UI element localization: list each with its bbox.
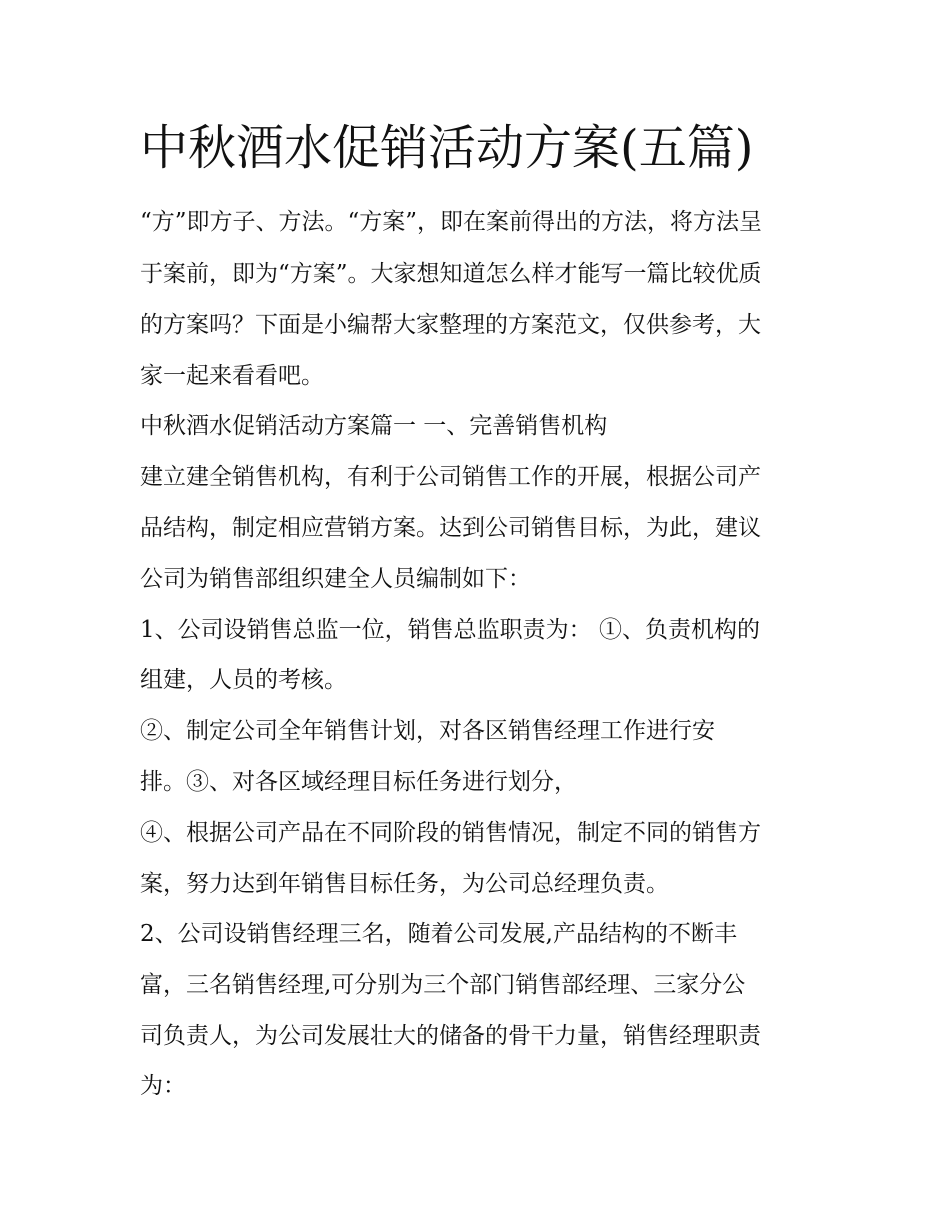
body-line: 1、公司设销售总监一位，销售总监职责为： ①、负责机构的 — [140, 617, 760, 643]
body-line: 公司为销售部组织建全人员编制如下： — [140, 566, 531, 592]
body-line: ④、根据公司产品在不同阶段的销售情况，制定不同的销售方 — [140, 820, 761, 846]
document-title: 中秋酒水促销活动方案(五篇) — [140, 120, 754, 176]
body-line: 排。③、对各区域经理目标任务进行划分， — [140, 769, 577, 795]
body-line: 品结构，制定相应营销方案。达到公司销售目标，为此，建议 — [140, 515, 761, 541]
body-line: 组建，人员的考核。 — [140, 667, 347, 693]
body-line: 司负责人，为公司发展壮大的储备的骨干力量，销售经理职责 — [140, 1023, 761, 1049]
body-line: 2、公司设销售经理三名，随着公司发展,产品结构的不断丰 — [140, 921, 737, 947]
body-line: 富，三名销售经理,可分别为三个部门销售部经理、三家分公 — [140, 972, 746, 998]
body-line: 案，努力达到年销售目标任务，为公司总经理负责。 — [140, 871, 669, 897]
section-heading: 中秋酒水促销活动方案篇一 一、完善销售机构 — [140, 413, 608, 439]
body-line: 为： — [140, 1073, 186, 1099]
body-line: “方”即方子、方法。“方案”，即在案前得出的方法，将方法呈 — [140, 209, 763, 235]
body-line: 于案前，即为“方案”。大家想知道怎么样才能写一篇比较优质 — [140, 261, 762, 287]
body-line: ②、制定公司全年销售计划，对各区销售经理工作进行安 — [140, 718, 715, 744]
body-line: 的方案吗？下面是小编帮大家整理的方案范文，仅供参考，大 — [140, 312, 761, 338]
body-line: 建立建全销售机构，有利于公司销售工作的开展，根据公司产 — [140, 464, 761, 490]
body-line: 家一起来看看吧。 — [140, 363, 324, 389]
